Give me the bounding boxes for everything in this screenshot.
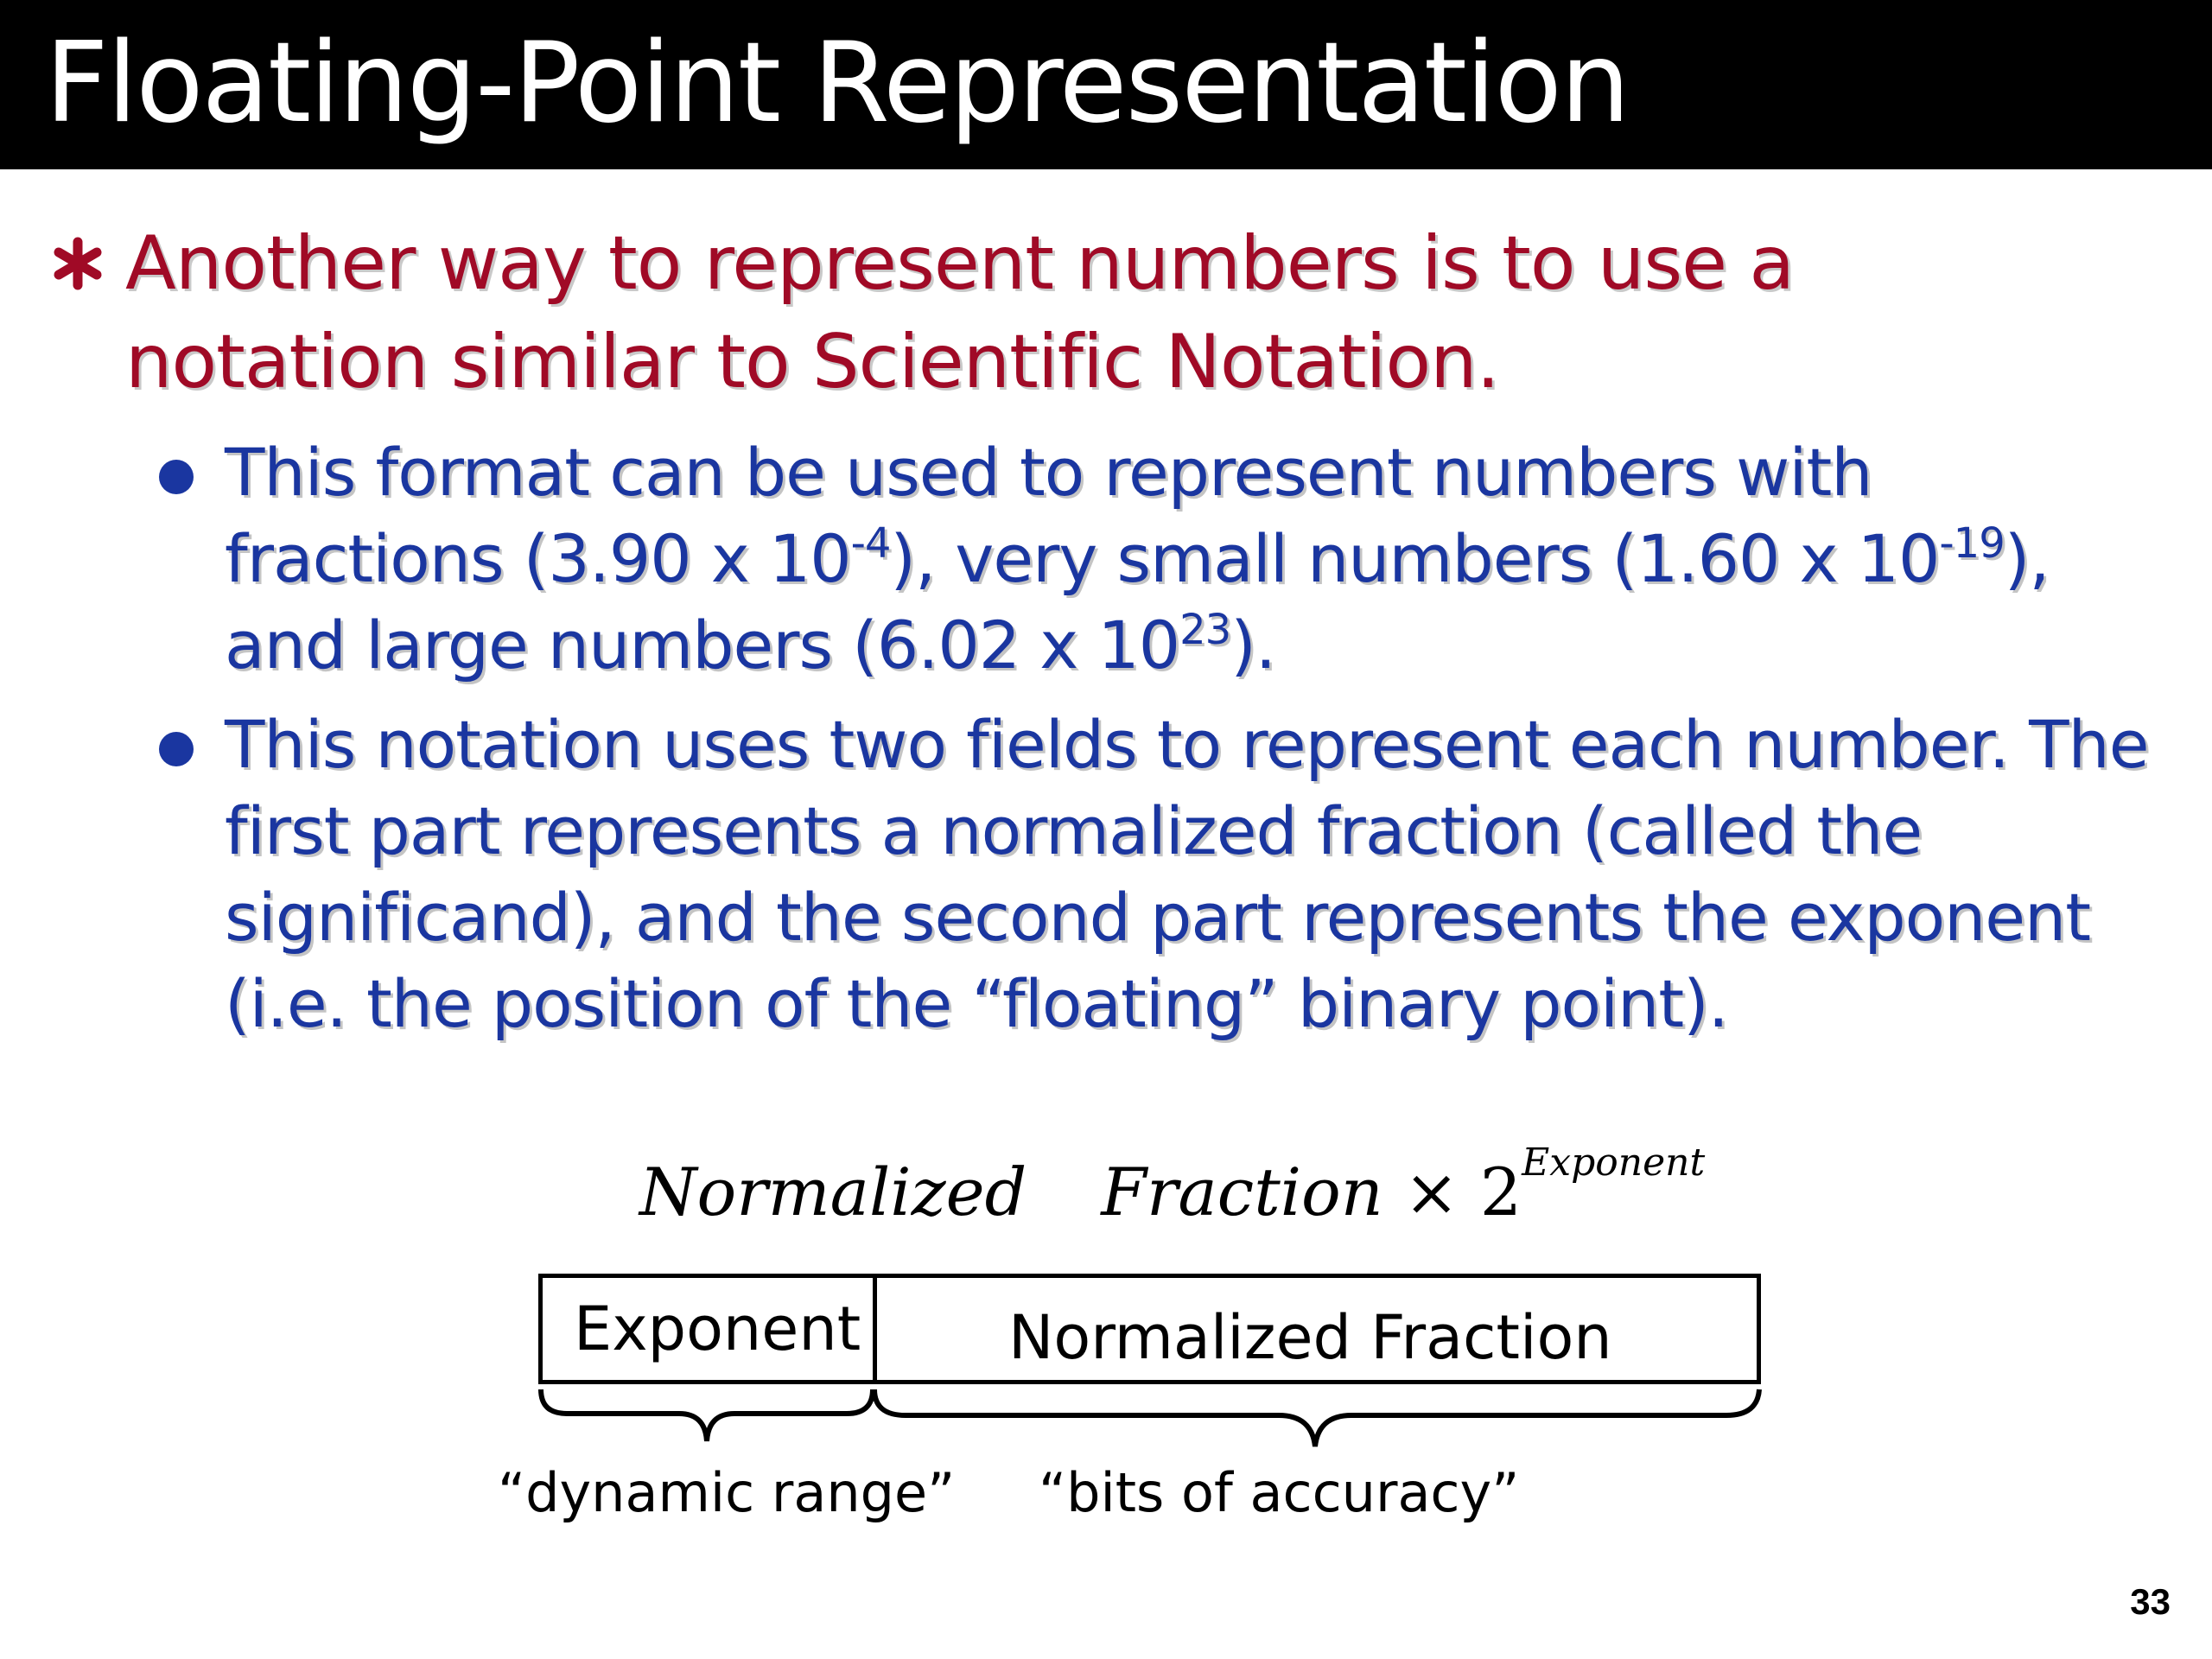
- sub-bullet-2-text: This notation uses two fields to represent each number. The first part represents a normalized fraction (called the significand), and the second part represents the exponent (i.e. the position of the “floating” binary point).: [225, 706, 2149, 1042]
- dynamic-range-caption: “dynamic range”: [498, 1461, 956, 1524]
- fraction-field-label: Normalized Fraction: [1008, 1302, 1612, 1373]
- exponent-brace: [541, 1389, 873, 1441]
- slide-title: Floating-Point Representation: [45, 19, 1629, 148]
- asterisk-bullet-icon: [48, 233, 108, 294]
- title-bar: [0, 0, 2212, 169]
- page-number: 33: [2130, 1581, 2171, 1622]
- formula-times: ×: [1403, 1154, 1459, 1230]
- fraction-field-box: [873, 1274, 1761, 1384]
- exponent-field-box: [538, 1274, 877, 1384]
- floating-point-formula: [639, 1141, 1706, 1236]
- main-bullet-text: Another way to represent numbers is to use a notation similar to Scientific Notation.: [125, 220, 1795, 405]
- sub-bullet-1-icon: [159, 460, 194, 494]
- bits-of-accuracy-caption: “bits of accuracy”: [1039, 1461, 1520, 1524]
- sub-bullet-2-icon: [159, 732, 194, 766]
- formula-word-normalized: Normalized: [639, 1154, 1027, 1230]
- formula-base: 2: [1479, 1154, 1522, 1230]
- formula-exponent: Exponent: [1522, 1141, 1706, 1185]
- sub-bullet-1-text: This format can be used to represent numbers with fractions (3.90 x $10^{-4}$), very small numbers (1.60 x $10^{-19}$), and large numbers (6.02 x $10^{23}$).: [225, 434, 2050, 683]
- exponent-field-label: Exponent: [574, 1294, 861, 1364]
- formula-word-fraction: Fraction: [1101, 1154, 1383, 1230]
- fraction-brace: [874, 1389, 1759, 1446]
